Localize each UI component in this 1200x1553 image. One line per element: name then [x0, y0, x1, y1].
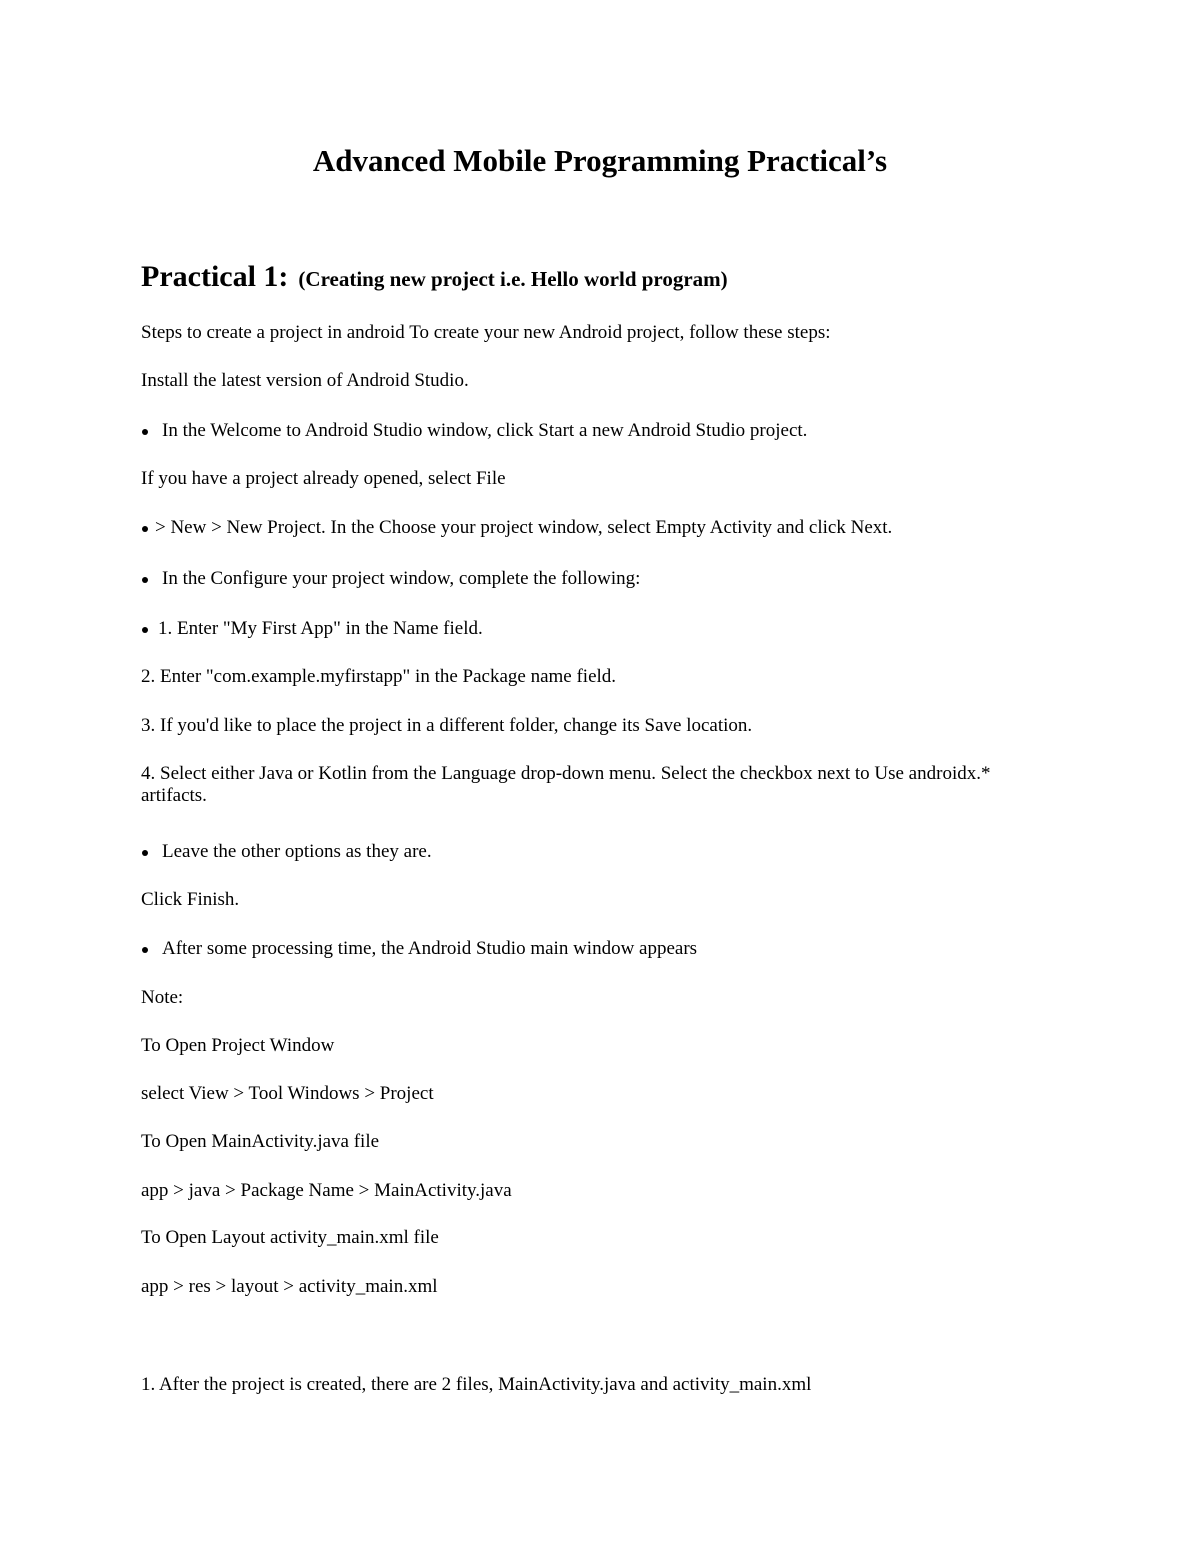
list-item-name-field: 1. Enter "My First App" in the Name field. — [158, 618, 483, 639]
note-open-layout: To Open Layout activity_main.xml file — [141, 1227, 439, 1248]
note-open-project-window: To Open Project Window — [141, 1035, 335, 1056]
bullet-icon — [142, 947, 148, 953]
bullet-icon — [142, 429, 148, 435]
list-item-configure: In the Configure your project window, complete the following: — [162, 568, 641, 589]
bullet-icon — [142, 526, 148, 532]
paragraph-package-name: 2. Enter "com.example.myfirstapp" in the Package name field. — [141, 666, 617, 687]
note-layout-path: app > res > layout > activity_main.xml — [141, 1276, 438, 1297]
paragraph-files-created: 1. After the project is created, there are 2 files, MainActivity.java and activity_main.xml — [141, 1374, 812, 1395]
paragraph-language: 4. Select either Java or Kotlin from the Language drop-down menu. Select the checkbox next to Use androidx.* artifacts. — [141, 763, 991, 806]
practical-label: Practical 1: — [141, 260, 289, 293]
list-item-new-project: > New > New Project. In the Choose your project window, select Empty Activity and click Next. — [155, 517, 893, 538]
paragraph-intro: Steps to create a project in android To create your new Android project, follow these steps: — [141, 322, 831, 343]
list-item-welcome: In the Welcome to Android Studio window, click Start a new Android Studio project. — [162, 420, 808, 441]
note-mainactivity-path: app > java > Package Name > MainActivity.java — [141, 1180, 512, 1201]
paragraph-install: Install the latest version of Android Studio. — [141, 370, 469, 391]
note-open-mainactivity: To Open MainActivity.java file — [141, 1131, 380, 1152]
document-title: Advanced Mobile Programming Practical’s — [312, 143, 888, 178]
list-item-main-window: After some processing time, the Android Studio main window appears — [162, 938, 698, 959]
paragraph-project-open: If you have a project already opened, select File — [141, 468, 506, 489]
bullet-icon — [142, 577, 148, 583]
note-select-view: select View > Tool Windows > Project — [141, 1083, 434, 1104]
paragraph-click-finish: Click Finish. — [141, 889, 240, 910]
list-item-leave-options: Leave the other options as they are. — [162, 841, 432, 862]
practical-heading — [141, 260, 728, 294]
paragraph-save-location: 3. If you'd like to place the project in a different folder, change its Save location. — [141, 715, 753, 736]
bullet-icon — [142, 850, 148, 856]
bullet-icon — [142, 627, 148, 633]
note-label: Note: — [141, 987, 184, 1008]
practical-subtitle: (Creating new project i.e. Hello world program) — [298, 267, 728, 291]
